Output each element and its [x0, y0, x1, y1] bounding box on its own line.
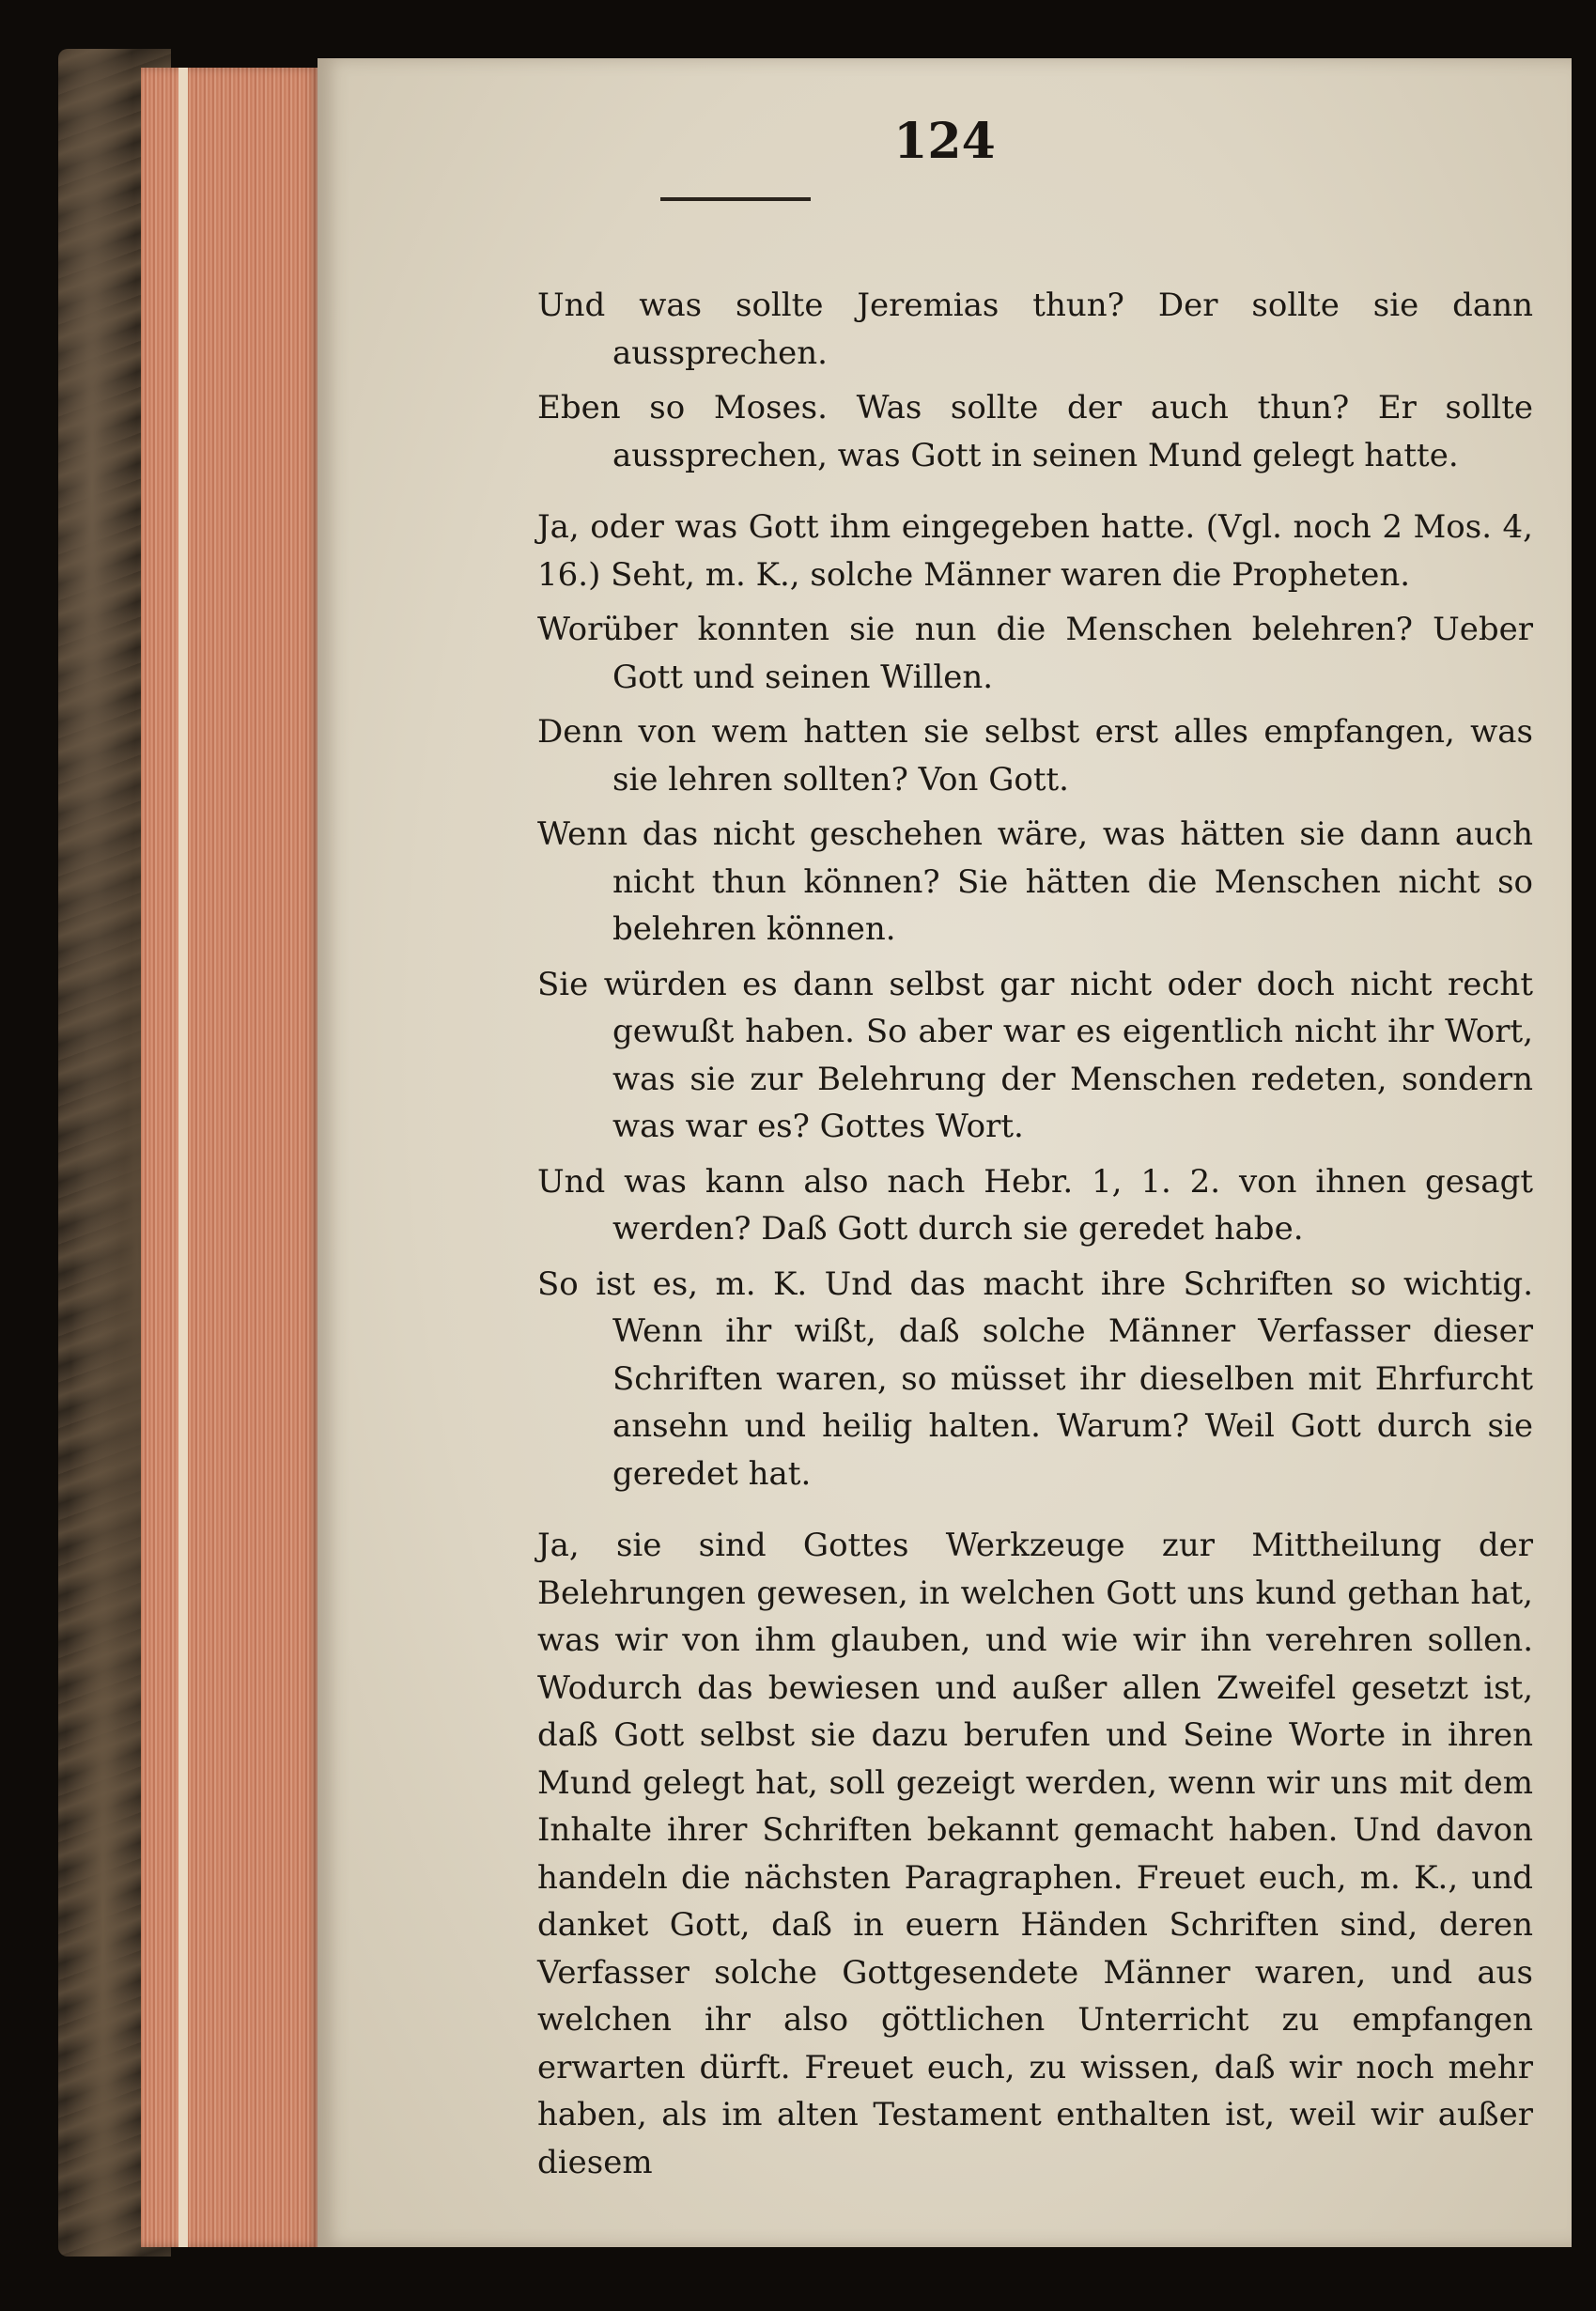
paragraph-7: Sie würden es dann selbst gar nicht oder doch nicht recht gewußt haben. So aber war es eigentlich nicht ihr Wort, was sie zur Belehrung der Menschen redeten, sondern was war es? Gottes Wort. [537, 965, 1533, 1145]
paragraph-9: So ist es, m. K. Und das macht ihre Schriften so wichtig. Wenn ihr wißt, daß solche Männer Verfasser dieser Schriften waren, so müsset ihr dieselben mit Ehrfurcht ansehn und heilig halten. Warum? Weil Gott durch sie geredet hat. [537, 1264, 1533, 1493]
paragraph-2: Eben so Moses. Was sollte der auch thun? Er sollte aussprechen, was Gott in seinen Mund gelegt hatte. [537, 389, 1533, 474]
paragraph-1: Und was sollte Jeremias thun? Der sollte sie dann aussprechen. [537, 287, 1533, 372]
paragraph-4: Worüber konnten sie nun die Menschen belehren? Ueber Gott und seinen Willen. [537, 611, 1533, 696]
page-number: 124 [893, 113, 996, 170]
page-body [537, 282, 1533, 2186]
paragraph-6: Wenn das nicht geschehen wäre, was hätten sie dann auch nicht thun können? Sie hätten die Menschen nicht so belehren können. [537, 815, 1533, 948]
paragraph-5: Denn von wem hatten sie selbst erst alles empfangen, was sie lehren sollten? Von Gott. [537, 713, 1533, 799]
header-rule [660, 197, 811, 201]
page-edges [141, 68, 319, 2247]
paragraph-8: Und was kann also nach Hebr. 1, 1. 2. von ihnen gesagt werden? Daß Gott durch sie geredet habe. [537, 1162, 1533, 1248]
paragraph-3: Ja, oder was Gott ihm eingegeben hatte. (Vgl. noch 2 Mos. 4, 16.) Seht, m. K., solche Männer waren die Propheten. [537, 508, 1533, 594]
paragraph-10: Ja, sie sind Gottes Werkzeuge zur Mittheilung der Belehrungen gewesen, in welchen Gott uns kund gethan hat, was wir von ihm glauben, und wie wir ihn verehren sollen. Wodurch das bewiesen und außer allen Zweifel gesetzt ist, daß Gott selbst sie dazu berufen und Seine Worte in ihren Mund gelegt hat, soll gezeigt werden, wenn wir uns mit dem Inhalte ihrer Schriften bekannt gemacht haben. Und davon handeln die nächsten Paragraphen. Freuet euch, m. K., und danket Gott, daß in euern Händen Schriften sind, deren Verfasser solche Gottgesendete Männer waren, und aus welchen ihr also göttlichen Unterricht zu empfangen erwarten dürft. Freuet euch, zu wissen, daß wir noch mehr haben, als im alten Testament enthalten ist, weil wir außer diesem [537, 1527, 1533, 2181]
